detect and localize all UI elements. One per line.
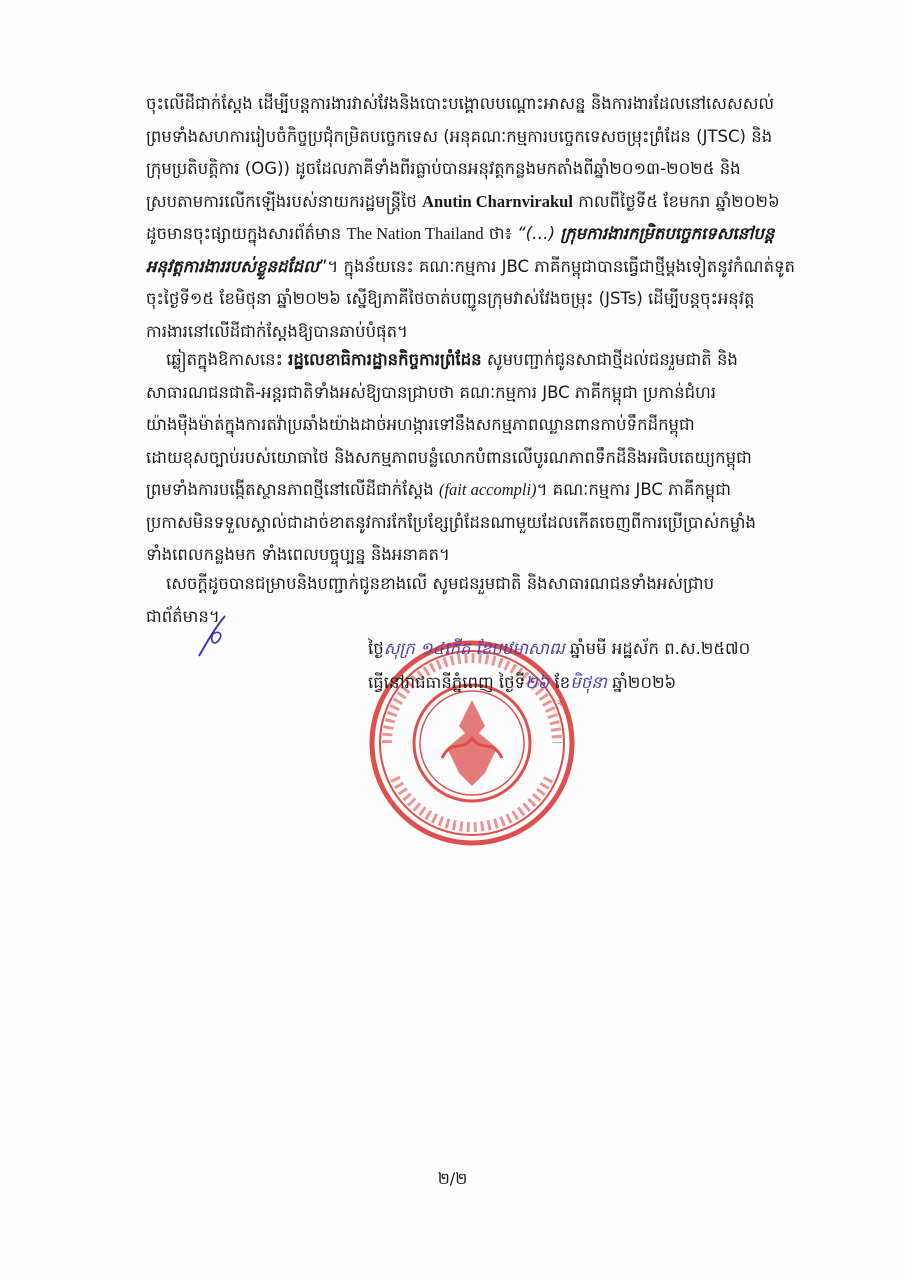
paragraph-line [146, 344, 826, 377]
paragraph-line: សាធារណជនជាតិ-អន្តរជាតិទាំងអស់ឱ្យបានជ្រាបថា គណៈកម្មការ JBC ភាគីកម្ពុជា ប្រកាន់ជំហរ [146, 382, 717, 402]
news-source: The Nation Thailand [346, 224, 484, 243]
text-run: កាលពីថ្ងៃទី៥ ខែមករា ឆ្នាំ២០២៦ [572, 191, 780, 211]
quote-open: “(…) [517, 224, 561, 243]
paragraph-line: ការងារនៅលើដីជាក់ស្តែងឱ្យបានឆាប់បំផុត។ [146, 321, 408, 341]
handwritten-initial-mark [193, 612, 233, 660]
prime-minister-name: Anutin Charnvirakul [422, 191, 573, 211]
paragraph-statement [146, 344, 826, 572]
text-run: ថា៖ [483, 224, 518, 243]
paragraph-line: ចុះលើដីជាក់ស្តែង ដើម្បីបន្តការងារវាស់វែងនិងបោះបង្គោលបណ្តោះអាសន្ន និងការងារដែលនៅសេសសល់ [146, 94, 775, 113]
paragraph-line [146, 474, 826, 507]
solar-date [368, 666, 828, 700]
paragraph-closing [146, 568, 826, 633]
handwritten-date-fill: សុក្រ ១៤កើត ខែបឋមាសាឍ [383, 639, 565, 658]
paragraph-line: ដោយខុសច្បាប់របស់យោធាថៃ និងសកម្មភាពបន្លំលោកបំពានលើបូរណភាពទឹកដីនិងអធិបតេយ្យកម្ពុជា [146, 447, 752, 467]
text-run: ឆ្នាំមមី អដ្ឋស័ក ព.ស.២៥៧០ [564, 639, 751, 658]
paragraph-line: យ៉ាងម៉ឺងម៉ាត់ក្នុងការតវ៉ាប្រឆាំងយ៉ាងដាច់អហង្ការទៅនឹងសកម្មភាពឈ្លានពានកាប់ទឹកដីកម្ពុជា [146, 415, 695, 434]
paragraph-line [146, 251, 826, 284]
quote-text: អនុវត្តការងាររបស់ខ្លួនដដែល [146, 256, 319, 276]
text-run: ”។ ក្នុងន័យនេះ គណៈកម្មការ JBC ភាគីកម្ពុជាបានធ្វើជាថ្មីម្តងទៀតនូវកំណត់ទូត [318, 256, 795, 276]
text-run: ឆ្លៀតក្នុងឱកាសនេះ [166, 350, 289, 369]
italic-term: (fait accompli) [438, 480, 537, 499]
text-run: ថ្ងៃ [368, 639, 384, 658]
secretariat-name: រដ្ឋលេខាធិការដ្ឋានកិច្ចការព្រំដែន [288, 350, 482, 369]
text-run: ស្របតាមការលើកឡើងរបស់នាយករដ្ឋមន្ត្រីថៃ [146, 191, 423, 211]
text-run: ខែ [549, 673, 571, 692]
paragraph-line [146, 218, 826, 251]
paragraph-line: ប្រកាសមិនទទួលស្គាល់ជាដាច់ខាតនូវការកែប្រែខ្សែព្រំដែនណាមួយដែលកើតចេញពីការប្រើប្រាស់កម្លាំង [146, 512, 756, 532]
svg-text:*: * [557, 695, 565, 714]
text-run: សូមបញ្ជាក់ជូនសាជាថ្មីដល់ជនរួមជាតិ និង [481, 350, 738, 369]
paragraph-line: ទាំងពេលកន្លងមក ទាំងពេលបច្ចុប្បន្ន និងអនាគត។ [146, 545, 450, 564]
paragraph-line: សេចក្តីដូចបានជម្រាបនិងបញ្ជាក់ជូនខាងលើ សូមជនរួមជាតិ និងសាធារណជនទាំងអស់ជ្រាប [166, 574, 715, 593]
text-run: ធ្វើនៅរាជធានីភ្នំពេញ ថ្ងៃទី [368, 673, 526, 692]
handwritten-day: ២៦ [525, 673, 550, 692]
paragraph-line: ព្រមទាំងសហការរៀបចំកិច្ចប្រជុំកម្រិតបច្ចេកទេស (អនុគណៈកម្មការបច្ចេកទេសចម្រុះព្រំដែន (JTSC) និង [146, 126, 773, 146]
text-run: ។ គណៈកម្មការ JBC ភាគីកម្ពុជា [536, 480, 731, 499]
paragraph-continuation [146, 88, 826, 348]
paragraph-line: ជាព័ត៌មាន។ [146, 606, 220, 626]
quote-text: ក្រុមការងារកម្រិតបច្ចេកទេសនៅបន្ត [560, 224, 775, 243]
text-run: ដូចមានចុះផ្សាយក្នុងសារព័ត៌មាន [146, 224, 347, 243]
handwritten-month: មិថុនា [570, 673, 607, 692]
paragraph-line: ក្រុមប្រតិបត្តិការ (OG)) ដូចដែលភាគីទាំងពីរធ្លាប់បានអនុវត្តកន្លងមកតាំងពីឆ្នាំ២០១៣-២០២៥ និង [146, 159, 741, 178]
text-run: ឆ្នាំ២០២៦ [606, 673, 677, 692]
date-block [368, 632, 828, 700]
page-number: ២/២ [437, 1169, 468, 1188]
paragraph-line [146, 186, 826, 219]
text-run: ព្រមទាំងការបង្កើតស្ថានភាពថ្មីនៅលើដីជាក់ស្តែង [146, 480, 439, 499]
lunar-date [368, 632, 828, 666]
paragraph-line: ចុះថ្ងៃទី១៥ ខែមិថុនា ឆ្នាំ២០២៦ ស្នើឱ្យភាគីថៃចាត់បញ្ជូនក្រុមវាស់វែងចម្រុះ (JSTs) ដើម្បីបន្តចុះអនុវត្ត [146, 289, 755, 308]
